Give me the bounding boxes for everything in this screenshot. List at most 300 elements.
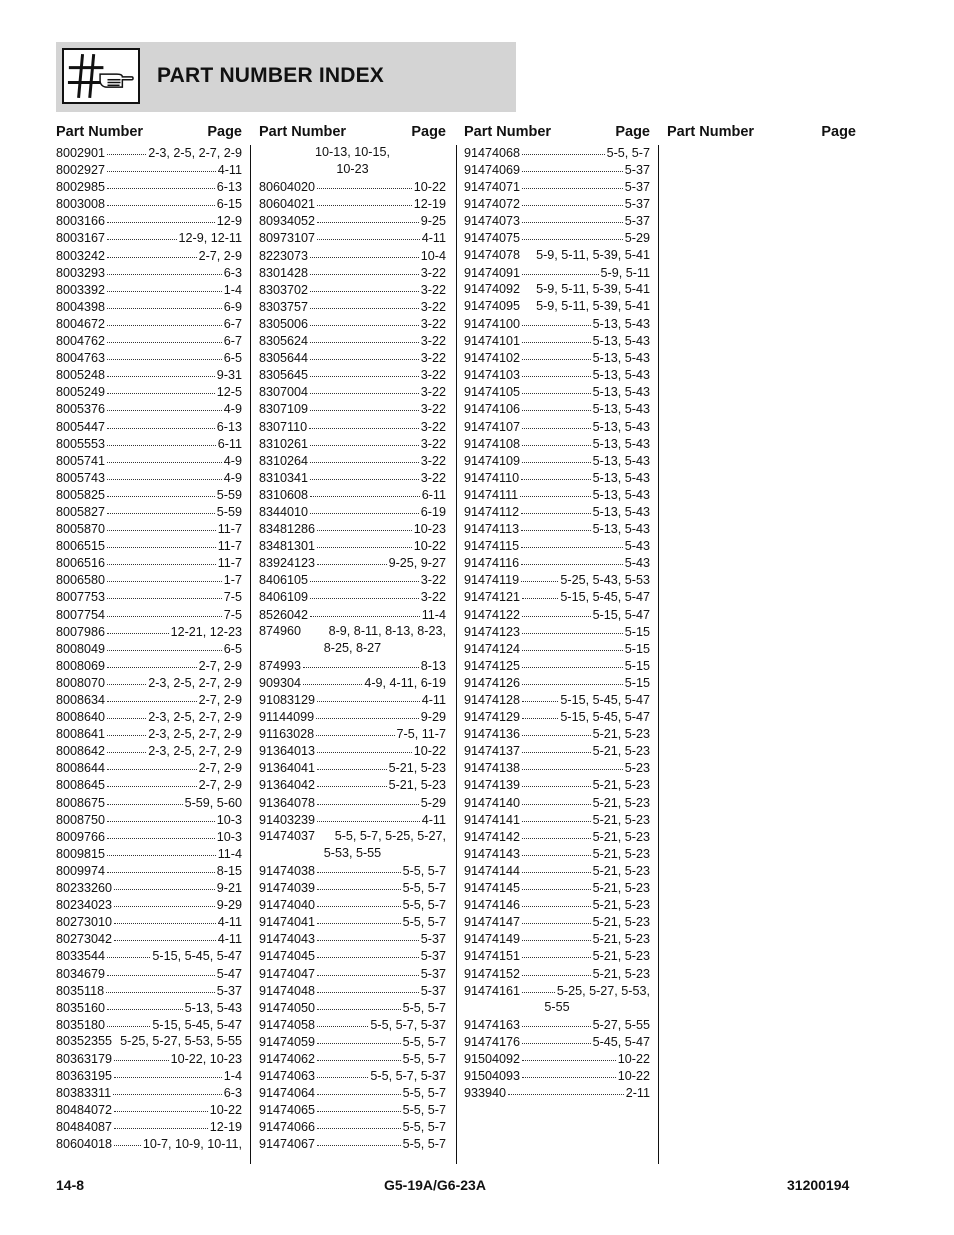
dot-leader [114,928,216,941]
dot-leader [107,1014,150,1027]
dot-leader [522,911,591,924]
dot-leader [317,911,401,924]
page-reference: 8-15 [216,863,242,878]
entry-line [464,965,650,982]
part-number-header: Part Number [464,124,552,140]
page-reference: 2-7, 2-9 [198,248,242,263]
dot-leader [317,877,401,890]
page-reference: 5-21, 5-23 [388,761,446,776]
entry-line [464,982,650,999]
part-number: 91474152 [464,966,521,981]
page-reference: 5-37 [420,949,446,964]
dot-leader [107,706,146,719]
part-number: 8002901 [56,146,106,160]
page-reference: 2-3, 2-5, 2-7, 2-9 [148,727,242,742]
part-number: 91474067 [259,1137,316,1152]
entry-line [56,691,242,708]
dot-leader [522,757,623,770]
page-reference: 1-4 [223,282,242,297]
dot-leader [522,193,623,206]
part-number: 91474059 [259,1034,316,1049]
part-number: 91474122 [464,607,521,622]
page-reference: 3-22 [420,573,446,588]
part-number: 91474124 [464,641,521,656]
part-number: 8005743 [56,470,106,485]
part-number: 91474091 [464,265,521,280]
dot-leader [114,877,215,890]
dot-leader [107,433,216,446]
page-reference: 5-23 [624,761,650,776]
part-number: 8005825 [56,487,106,502]
page-reference: 5-13, 5-43 [592,470,650,485]
dot-leader [317,1065,368,1078]
page-reference: 5-5, 5-7 [402,1051,446,1066]
dot-leader [317,1031,401,1044]
index-entry [259,811,446,828]
part-number: 91474100 [464,316,521,331]
index-entry [464,1084,650,1101]
dot-leader [522,945,591,958]
part-number: 91474048 [259,983,316,998]
dot-leader [310,484,420,497]
dot-leader [114,1065,222,1078]
part-number: 91474071 [464,180,521,195]
part-number: 80604021 [259,197,316,212]
page-reference: 4-11 [217,915,242,930]
part-number: 91474069 [464,163,521,178]
dot-leader [107,330,222,343]
page-reference: 5-21, 5-23 [592,846,650,861]
dot-leader [107,792,183,805]
part-number: 91474050 [259,1000,316,1015]
column-header [667,118,856,142]
page-reference: 5-43 [624,556,650,571]
page-reference: 4-11 [421,812,446,827]
dot-leader [522,586,558,599]
page-reference: 5-15, 5-47 [592,607,650,622]
dot-leader [522,792,591,805]
page-reference: 12-9, 12-11 [178,231,242,246]
dot-leader [521,501,590,514]
page-reference: 5-13, 5-43 [592,368,650,383]
part-number: 8008645 [56,778,106,793]
part-number: 8007754 [56,607,106,622]
dot-leader [317,928,419,941]
dot-leader [522,604,591,617]
part-number: 8008634 [56,693,106,707]
page-reference: 5-29 [420,795,446,810]
dot-leader [522,364,591,377]
page-reference: 10-3 [216,812,242,827]
page-reference: 5-13, 5-43 [592,351,650,366]
part-number: 91474078 [464,247,521,262]
page-reference: 5-15 [624,641,650,656]
page-reference: 5-25, 5-43, 5-53 [560,573,650,588]
part-number: 91474139 [464,778,521,793]
dot-leader [317,1014,368,1027]
part-number: 91474105 [464,385,521,400]
part-number: 8003008 [56,197,106,212]
page-reference: 5-25, 5-27, 5-53, [556,983,650,998]
part-number: 8008644 [56,761,106,776]
page-reference: 5-5, 5-7 [402,1086,446,1101]
dot-leader [522,142,605,155]
page-reference: 5-5, 5-7 [402,1034,446,1049]
page-reference: 2-3, 2-5, 2-7, 2-9 [148,744,242,759]
page-reference: 5-9, 5-11, 5-39, 5-41 [536,281,650,296]
part-number: 80604018 [56,1137,113,1152]
dot-leader [522,1048,616,1061]
entry-list [464,144,650,1101]
entry-line [56,1016,242,1033]
dot-leader [317,689,420,702]
column-divider [456,145,457,1164]
dot-leader [522,638,623,651]
part-number: 91474066 [259,1120,316,1135]
page-reference: 6-13 [216,180,242,195]
part-number: 8310261 [259,436,309,451]
dot-leader [522,313,591,326]
dot-leader [522,740,591,753]
part-number: 91474045 [259,949,316,964]
page-reference: 5-5, 5-7, 5-37 [370,1017,446,1032]
footer-doc-number: 31200194 [787,1177,850,1193]
dot-leader [107,262,222,275]
part-number: 8303702 [259,282,309,297]
dot-leader [107,552,216,565]
dot-leader [310,450,419,463]
part-number: 8004672 [56,316,106,331]
page-reference: 5-13, 5-43 [592,402,650,417]
entry-line [259,1135,446,1152]
part-number: 8005870 [56,522,106,537]
dot-leader [114,894,215,907]
page-reference: 9-25 [420,214,446,229]
page-reference: 5-13, 5-43 [592,316,650,331]
dot-leader [107,997,183,1010]
page-reference: 5-21, 5-23 [592,863,650,878]
part-number: 8305006 [259,316,309,331]
page-reference: 5-21, 5-23 [592,795,650,810]
part-number: 91474109 [464,453,521,468]
part-number: 8307109 [259,402,309,417]
dot-leader [107,963,215,976]
part-number: 80973107 [259,231,316,246]
dot-leader [317,552,387,565]
page-reference: 4-11 [217,932,242,947]
dot-leader [107,245,197,258]
part-number: 91504092 [464,1051,521,1066]
part-number: 933940 [464,1086,507,1101]
page-reference: 5-5, 5-7 [402,863,446,878]
dot-leader [107,501,215,514]
page-reference: 3-22 [420,470,446,485]
part-number: 8003166 [56,214,106,229]
entry-list [259,144,446,1153]
dot-leader [317,809,420,822]
dot-leader [522,826,591,839]
dot-leader [522,176,623,189]
page-reference: 5-21, 5-23 [592,949,650,964]
column-divider [658,145,659,1164]
entry-line [259,828,446,845]
part-number: 91474144 [464,863,521,878]
dot-leader [107,159,216,172]
page-reference: 2-11 [625,1086,650,1101]
part-number: 8004398 [56,299,106,314]
index-entry [464,264,650,281]
page-reference: 5-5, 5-7, 5-25, 5-27, [334,828,446,843]
part-number: 91474125 [464,658,521,673]
page-reference: 2-3, 2-5, 2-7, 2-9 [148,675,242,690]
dot-leader [310,364,419,377]
dot-leader [522,689,558,702]
part-number: 80273042 [56,932,113,947]
dot-leader [522,1065,616,1078]
page-header: Page [207,124,242,140]
page-reference: 5-5, 5-7 [606,146,650,160]
part-number: 91474113 [464,522,520,537]
part-number: 8006580 [56,573,106,588]
dot-leader [522,416,591,429]
part-number: 91474112 [464,504,520,519]
entry-line [56,1118,242,1135]
part-number: 8310341 [259,470,309,485]
dot-leader [107,740,146,753]
page-reference: 5-21, 5-23 [592,812,650,827]
dot-leader [521,552,623,565]
page-reference: 5-13, 5-43 [592,504,650,519]
page-reference: 10-7, 10-9, 10-11, [142,1137,242,1152]
dot-leader [310,604,420,617]
page-reference: 3-22 [420,402,446,417]
page-reference-continued: 5-53, 5-55 [323,845,382,860]
index-column-4 [667,118,856,1164]
dot-leader [114,911,216,924]
dot-leader [317,757,387,770]
dot-leader [317,535,412,548]
part-number: 8223073 [259,248,309,263]
column-header [259,118,446,142]
part-number: 91474121 [464,590,521,605]
part-number: 8035160 [56,1000,106,1015]
dot-leader [107,176,215,189]
dot-leader [310,313,419,326]
page-reference: 3-22 [420,334,446,349]
dot-leader [522,210,623,223]
part-number: 8007986 [56,624,106,639]
part-number: 8002985 [56,180,106,195]
page-reference: 10-23 [413,522,446,537]
page-header: Page [615,124,650,140]
index-entry [464,982,650,1016]
dot-leader [521,535,623,548]
dot-leader [522,655,623,668]
page-reference: 6-11 [421,487,446,502]
part-number: 91474041 [259,915,316,930]
entry-line [56,708,242,725]
part-number: 8307004 [259,385,309,400]
part-number: 80233260 [56,881,113,896]
part-number: 8303757 [259,299,309,314]
page-reference: 5-37 [216,983,242,998]
page-reference: 11-7 [217,522,242,537]
page-reference: 1-4 [223,1069,242,1084]
page-reference: 5-21, 5-23 [592,829,650,844]
part-number: 8008675 [56,795,106,810]
page-reference: 3-22 [420,590,446,605]
part-number: 91083129 [259,693,316,707]
entry-line [56,1135,242,1152]
page-reference: 12-19 [413,197,446,212]
page-header: Page [411,124,446,140]
page-reference: 5-59, 5-60 [184,795,242,810]
part-number: 8006516 [56,556,106,571]
part-number: 91474145 [464,881,521,896]
part-number: 8007753 [56,590,106,605]
dot-leader [310,279,419,292]
dot-leader [317,792,419,805]
index-entry [259,623,446,657]
dot-leader [107,484,215,497]
page-reference: 5-5, 5-7 [402,898,446,913]
part-number: 91474142 [464,829,521,844]
page-reference: 6-13 [216,419,242,434]
page-reference: 5-21, 5-23 [592,727,650,742]
entry-line [464,264,650,281]
dot-leader [107,535,216,548]
footer-model: G5-19A/G6-23A [384,1177,486,1193]
part-number: 80273010 [56,915,113,930]
dot-leader [520,484,590,497]
part-number: 909304 [259,675,302,690]
page-reference: 5-37 [624,163,650,178]
part-number: 874960 [259,623,302,638]
part-number: 8307110 [259,419,308,434]
dot-leader [317,894,401,907]
page-reference: 8-13 [420,658,446,673]
part-number: 91474129 [464,710,521,725]
dot-leader [310,501,419,514]
page-reference: 5-37 [624,197,650,212]
page-reference: 6-15 [216,197,242,212]
dot-leader [107,210,215,223]
page-title: PART NUMBER INDEX [157,64,385,87]
column-header [56,118,242,142]
page-reference: 5-21, 5-23 [592,778,650,793]
entry-list [56,144,242,1153]
page-reference: 5-21, 5-23 [388,778,446,793]
page-reference: 9-25, 9-27 [388,556,446,571]
page-reference: 5-37 [624,214,650,229]
part-number: 8008641 [56,727,106,742]
part-number: 8406109 [259,590,309,605]
page-reference: 5-59 [216,504,242,519]
page-reference: 2-7, 2-9 [198,761,242,776]
dot-leader [522,1031,591,1044]
page-reference: 5-15, 5-45, 5-47 [560,710,650,725]
part-number: 8005248 [56,368,106,383]
dot-leader [310,569,419,582]
page-reference: 5-13, 5-43 [592,334,650,349]
page-reference: 5-13, 5-43 [592,453,650,468]
dot-leader [107,364,215,377]
page-header: Page [821,124,856,140]
dot-leader [113,1082,222,1095]
dot-leader [317,518,412,531]
dot-leader [107,450,222,463]
dot-leader [107,809,215,822]
part-number: 83924123 [259,556,316,571]
index-entry [56,1135,242,1152]
part-number: 91474163 [464,1017,521,1032]
dot-leader [310,398,419,411]
page-reference: 2-3, 2-5, 2-7, 2-9 [148,710,242,725]
page-reference: 5-37 [420,932,446,947]
page-reference: 5-15, 5-45, 5-47 [152,949,242,964]
dot-leader [522,860,591,873]
page-reference: 4-9 [223,402,242,417]
page-reference: 7-5, 11-7 [396,727,446,742]
part-number-header: Part Number [56,124,144,140]
dot-leader [107,313,222,326]
part-number: 80934052 [259,214,316,229]
page-reference: 6-5 [223,351,242,366]
page-reference: 6-3 [223,265,242,280]
part-number: 91474065 [259,1103,316,1118]
page-reference: 5-25, 5-27, 5-53, 5-55 [120,1033,242,1048]
part-number: 8005447 [56,419,106,434]
part-number: 91474161 [464,983,521,998]
page-reference: 3-22 [420,282,446,297]
dot-leader [107,655,197,668]
part-number: 8310264 [259,453,309,468]
part-number: 91474119 [464,573,520,588]
part-number: 8003293 [56,265,106,280]
dot-leader [522,381,591,394]
part-number: 8003242 [56,248,106,263]
part-number: 91474047 [259,966,316,981]
page-reference: 10-22 [413,180,446,195]
index-entry [56,1016,242,1033]
part-number: 91474075 [464,231,521,246]
hash-pointing-hand-icon [62,48,140,104]
part-number: 91474062 [259,1051,316,1066]
part-number: 8406105 [259,573,309,588]
part-number: 91163028 [259,727,315,742]
dot-leader [317,227,420,240]
dot-leader [310,245,419,258]
part-number: 8003392 [56,282,106,297]
dot-leader [317,997,401,1010]
dot-leader [107,672,146,685]
dot-leader [107,518,216,531]
page-reference: 10-3 [216,829,242,844]
part-number: 8008750 [56,812,106,827]
dot-leader [317,945,419,958]
footer-page-number: 14-8 [56,1177,85,1193]
index-entry [259,828,446,862]
page-reference: 8-9, 8-11, 8-13, 8-23, [328,623,446,638]
page-reference: 5-15 [624,624,650,639]
page-reference: 5-15 [624,658,650,673]
part-number: 91474147 [464,915,521,930]
page-reference: 5-5, 5-7 [402,1000,446,1015]
page-reference: 11-4 [217,846,242,861]
page-reference: 5-37 [420,966,446,981]
page-reference: 4-11 [421,231,446,246]
part-number: 8005553 [56,436,106,451]
